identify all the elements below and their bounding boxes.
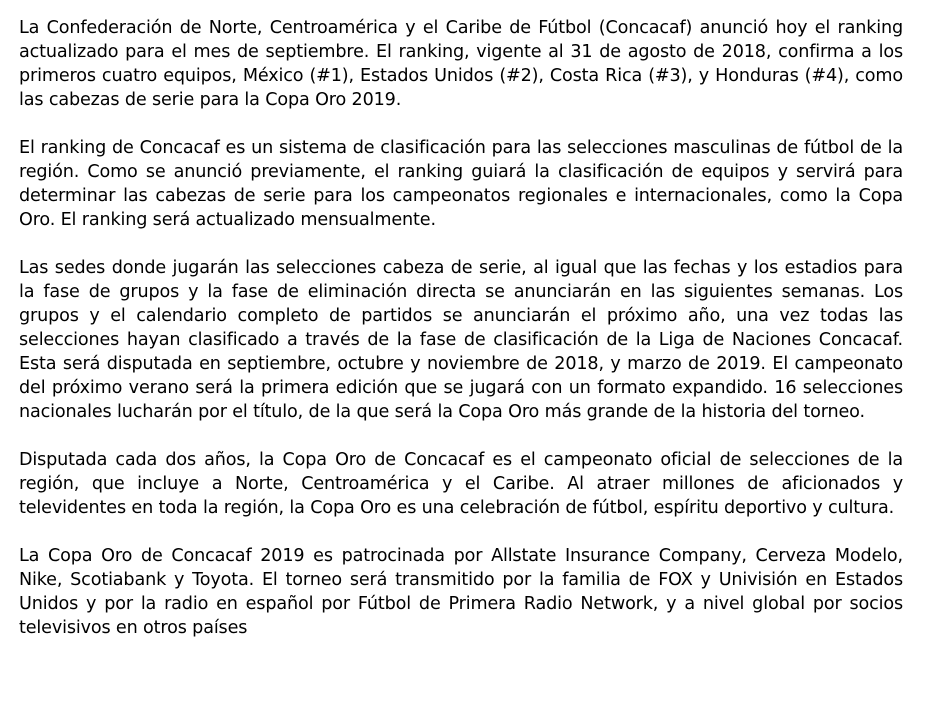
paragraph-venues-schedule: Las sedes donde jugarán las selecciones cabeza de serie, al igual que las fechas y los estadios para la fase de grupos y la fase de eliminación directa se anunciarán en las siguientes semanas. Los grupos y el calendario completo de partidos se anunciarán el próximo año, una vez todas las selecciones hayan clasificado a través de la fase de clasificación de la Liga de Naciones Concacaf. Esta será disputada en septiembre, octubre y noviembre de 2018, y marzo de 2019. El campeonato del próximo verano será la primera edición que se jugará con un formato expandido. 16 selecciones nacionales lucharán por el título, de la que será la Copa Oro más grande de la historia del torneo. <box>19 258 903 422</box>
article-body <box>19 16 903 664</box>
paragraph-ranking-system: El ranking de Concacaf es un sistema de clasificación para las selecciones masculinas de fútbol de la región. Como se anunció previamente, el ranking guiará la clasificación de equipos y servirá para determinar las cabezas de serie para los campeonatos regionales e internacionales, como la Copa Oro. El ranking será actualizado mensualmente. <box>19 138 903 230</box>
paragraph-sponsors-broadcast: La Copa Oro de Concacaf 2019 es patrocinada por Allstate Insurance Company, Cerveza Modelo, Nike, Scotiabank y Toyota. El torneo será transmitido por la familia de FOX y Univisión en Estados Unidos y por la radio en español por Fútbol de Primera Radio Network, y a nivel global por socios televisivos en otros países <box>19 546 903 638</box>
paragraph-ranking-announcement: La Confederación de Norte, Centroamérica y el Caribe de Fútbol (Concacaf) anunció hoy el ranking actualizado para el mes de septiembre. El ranking, vigente al 31 de agosto de 2018, confirma a los primeros cuatro equipos, México (#1), Estados Unidos (#2), Costa Rica (#3), y Honduras (#4), como las cabezas de serie para la Copa Oro 2019. <box>19 18 903 110</box>
paragraph-gold-cup-description: Disputada cada dos años, la Copa Oro de Concacaf es el campeonato oficial de selecciones de la región, que incluye a Norte, Centroamérica y el Caribe. Al atraer millones de aficionados y televidentes en toda la región, la Copa Oro es una celebración de fútbol, espíritu deportivo y cultura. <box>19 450 903 518</box>
